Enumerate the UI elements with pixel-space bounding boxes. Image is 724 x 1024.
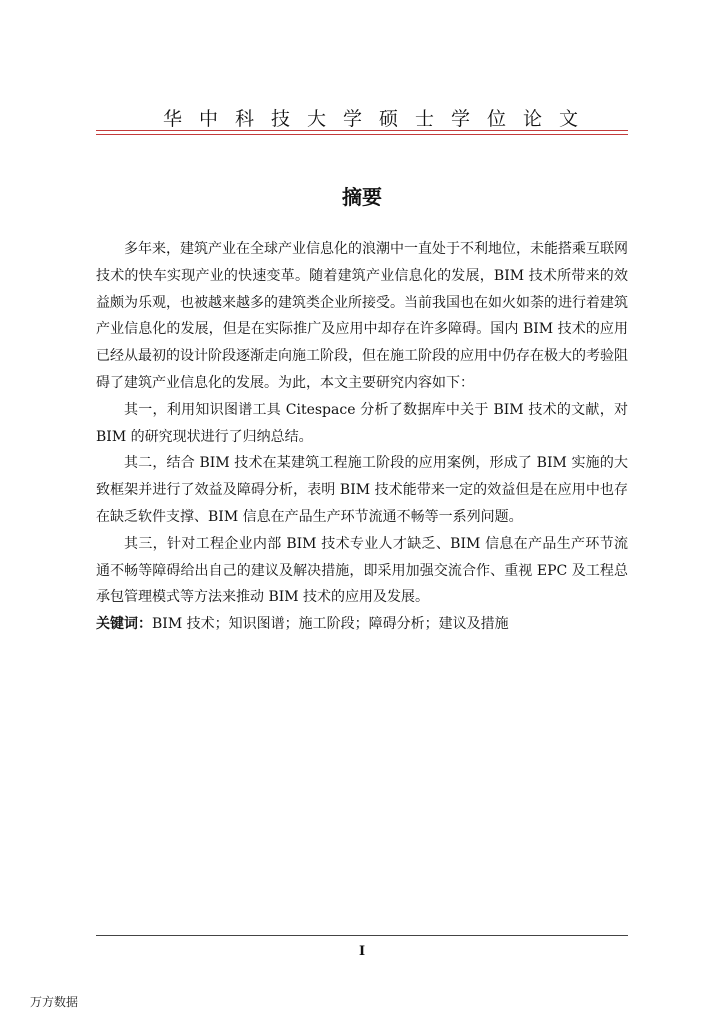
abstract-paragraph-4: 其三，针对工程企业内部 BIM 技术专业人才缺乏、BIM 信息在产品生产环节流通不畅等障碍给出自己的建议及解决措施，即采用加强交流合作、重视 EPC 及工程总承包管理模式等方法来推动 BIM 技术的应用及发展。 [96,535,628,606]
abstract-body [96,236,628,638]
keywords-line [96,611,628,638]
page-number: I [358,944,366,959]
header-rule-thin [96,134,628,135]
abstract-paragraph-2: 其一，利用知识图谱工具 Citespace 分析了数据库中关于 BIM 技术的文献，对 BIM 的研究现状进行了归纳总结。 [96,401,628,445]
keywords-label: 关键词： [96,616,152,633]
abstract-title: 摘要 [342,185,382,209]
keywords-list: BIM 技术；知识图谱；施工阶段；障碍分析；建议及措施 [152,616,509,633]
abstract-paragraph-1: 多年来，建筑产业在全球产业信息化的浪潮中一直处于不利地位，未能搭乘互联网技术的快车实现产业的快速变革。随着建筑产业信息化的发展，BIM 技术所带来的效益颇为乐观，也被越来越多的建筑类企业所接受。当前我国也在如火如荼的进行着建筑产业信息化的发展，但是在实际推广及应用中却存在许多障碍。国内 BIM 技术的应用已经从最初的设计阶段逐渐走向施工阶段，但在施工阶段的应用中仍存在极大的考验阻碍了建筑产业信息化的发展。为此，本文主要研究内容如下： [96,241,628,391]
header-rule-thick [96,130,628,131]
source-watermark: 万方数据 [30,995,79,1009]
abstract-paragraph-3: 其二，结合 BIM 技术在某建筑工程施工阶段的应用案例，形成了 BIM 实施的大致框架并进行了效益及障碍分析，表明 BIM 技术能带来一定的效益但是在应用中也存在缺乏软件支撑、BIM 信息在产品生产环节流通不畅等一系列问题。 [96,455,628,525]
footer-rule [96,935,628,936]
running-header: 华中科技大学硕士学位论文 [162,108,595,130]
